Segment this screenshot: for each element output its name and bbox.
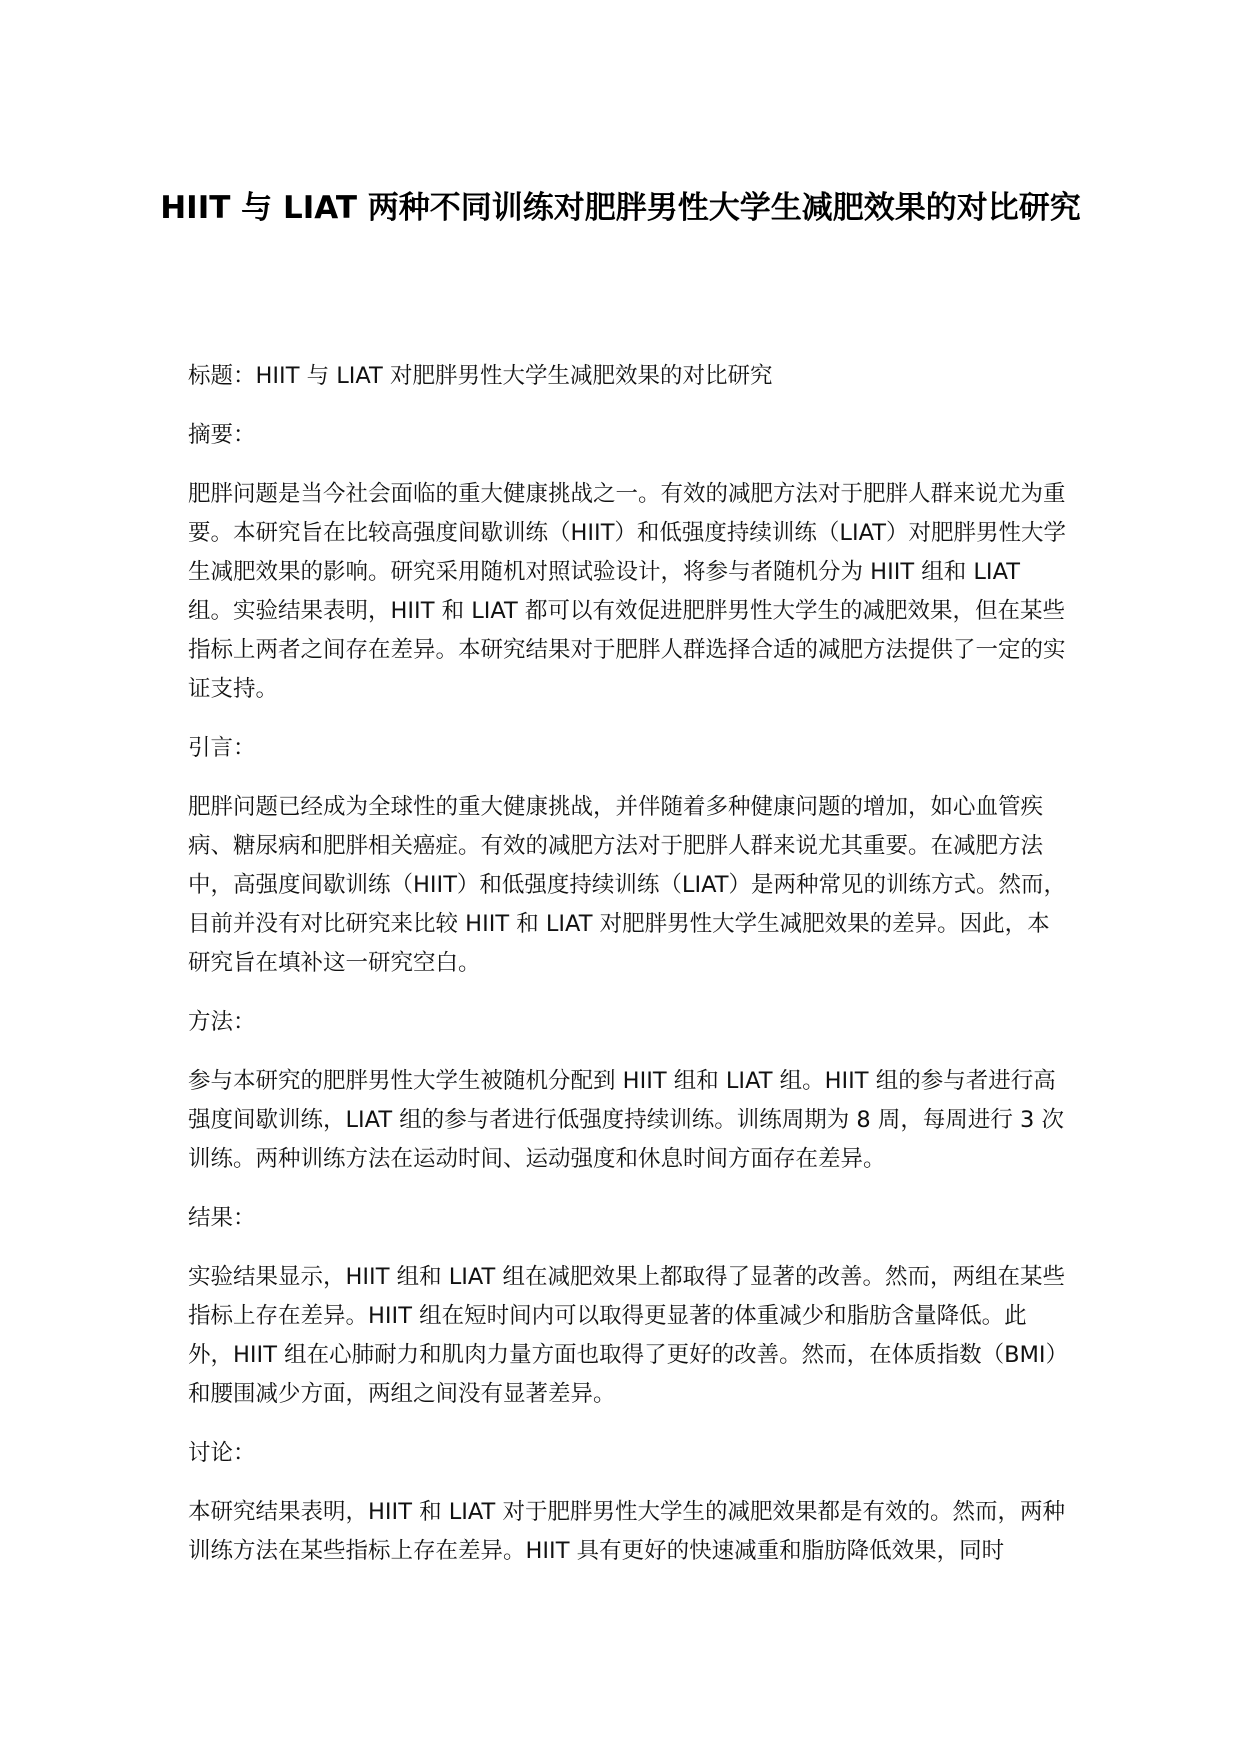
section-heading-methods: 方法：	[188, 1009, 256, 1035]
section-heading-results: 结果：	[188, 1205, 256, 1231]
document-body	[188, 357, 1068, 1591]
section-text-results: 实验结果显示，HIIT 组和 LIAT 组在减肥效果上都取得了显著的改善。然而，两组在某些指标上存在差异。HIIT 组在短时间内可以取得更显著的体重减少和脂肪含量降低。此外，HIIT 组在心肺耐力和肌肉力量方面也取得了更好的改善。然而，在体质指数（BMI）和腰围减少方面，两组之间没有显著差异。	[188, 1264, 1065, 1407]
section-text-introduction: 肥胖问题已经成为全球性的重大健康挑战，并伴随着多种健康问题的增加，如心血管疾病、糖尿病和肥胖相关癌症。有效的减肥方法对于肥胖人群来说尤其重要。在减肥方法中，高强度间歇训练（HIIT）和低强度持续训练（LIAT）是两种常见的训练方式。然而，目前并没有对比研究来比较 HIIT 和 LIAT 对肥胖男性大学生减肥效果的差异。因此，本研究旨在填补这一研究空白。	[188, 794, 1066, 976]
section-text-discussion: 本研究结果表明，HIIT 和 LIAT 对于肥胖男性大学生的减肥效果都是有效的。然而，两种训练方法在某些指标上存在差异。HIIT 具有更好的快速减重和脂肪降低效果，同时	[188, 1499, 1065, 1564]
section-text-abstract: 肥胖问题是当今社会面临的重大健康挑战之一。有效的减肥方法对于肥胖人群来说尤为重要。本研究旨在比较高强度间歇训练（HIIT）和低强度持续训练（LIAT）对肥胖男性大学生减肥效果的影响。研究采用随机对照试验设计，将参与者随机分为 HIIT 组和 LIAT 组。实验结果表明，HIIT 和 LIAT 都可以有效促进肥胖男性大学生的减肥效果，但在某些指标上两者之间存在差异。本研究结果对于肥胖人群选择合适的减肥方法提供了一定的实证支持。	[188, 481, 1066, 702]
section-text-methods: 参与本研究的肥胖男性大学生被随机分配到 HIIT 组和 LIAT 组。HIIT 组的参与者进行高强度间歇训练，LIAT 组的参与者进行低强度持续训练。训练周期为 8 周，每周进行 3 次训练。两种训练方法在运动时间、运动强度和休息时间方面存在差异。	[188, 1068, 1064, 1172]
title-line: 标题：HIIT 与 LIAT 对肥胖男性大学生减肥效果的对比研究	[188, 363, 773, 389]
document-title: HIIT 与 LIAT 两种不同训练对肥胖男性大学生减肥效果的对比研究	[160, 190, 1081, 226]
section-heading-abstract: 摘要：	[188, 422, 256, 448]
section-heading-discussion: 讨论：	[188, 1440, 256, 1466]
section-heading-introduction: 引言：	[188, 735, 256, 761]
